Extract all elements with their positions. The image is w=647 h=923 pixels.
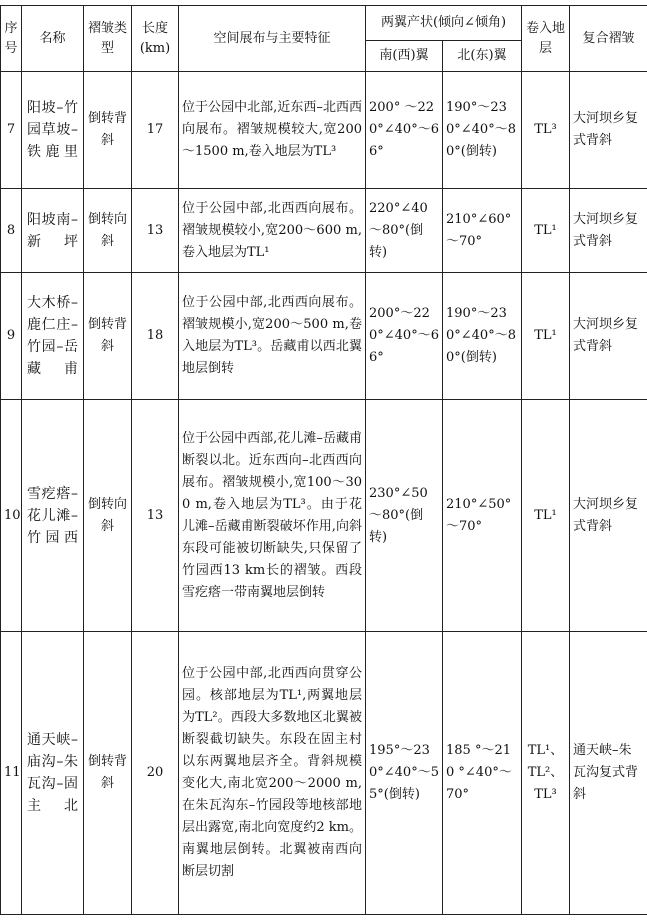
row-type: 倒转向斜 xyxy=(84,189,132,273)
row-type: 倒转背斜 xyxy=(84,632,132,915)
row-south-limb: 195°～230°∠40°～55°(倒转) xyxy=(366,632,443,915)
table-row xyxy=(1,400,647,632)
row-name: 阳坡南–新坪 xyxy=(22,189,84,273)
row-feature: 位于公园中北部,近东西–北西西向展布。褶皱规模较大,宽200～1500 m,卷入地层为TL³ xyxy=(179,72,366,189)
header-no: 序号 xyxy=(1,6,22,72)
header-south-limb: 南(西)翼 xyxy=(366,41,443,72)
table-row xyxy=(1,273,647,400)
header-name: 名称 xyxy=(22,6,84,72)
header-feature: 空间展布与主要特征 xyxy=(179,6,366,72)
table-row xyxy=(1,632,647,915)
row-feature: 位于公园中部,北西西向展布。褶皱规模小,宽200～500 m,卷入地层为TL³。岳藏甫以西北翼地层倒转 xyxy=(179,273,366,400)
row-length: 17 xyxy=(132,72,179,189)
row-feature: 位于公园中西部,花儿滩–岳藏甫断裂以北。近东西向–北西西向展布。褶皱规模小,宽100～300 m,卷入地层为TL³。由于花儿滩–岳藏甫断裂破坏作用,向斜东段可能被切断缺失,只保留了竹园西13 km长的褶皱。西段雪疙瘩一带南翼地层倒转 xyxy=(179,400,366,632)
row-north-limb: 190°～230°∠40°～80°(倒转) xyxy=(443,72,522,189)
row-name: 大木桥–鹿仁庄–竹园–岳藏甫 xyxy=(22,273,84,400)
row-south-limb: 220°∠40～80°(倒转) xyxy=(366,189,443,273)
row-feature: 位于公园中部,北西西向贯穿公园。核部地层为TL¹,两翼地层为TL²。西段大多数地区北翼被断裂截切缺失。东段在固主村以东两翼地层齐全。背斜规模变化大,南北宽200～2000 m,在朱瓦沟东–竹园段等地核部地层出露宽,南北向宽度约2 km。南翼地层倒转。北翼被南西向断层切割 xyxy=(179,632,366,915)
row-no: 9 xyxy=(1,273,22,400)
header-type: 褶皱类型 xyxy=(84,6,132,72)
row-south-limb: 200°～220°∠40°～66° xyxy=(366,273,443,400)
header-limbs: 两翼产状(倾向∠倾角) xyxy=(366,6,522,41)
row-composite: 大河坝乡复式背斜 xyxy=(570,72,647,189)
row-composite: 大河坝乡复式背斜 xyxy=(570,400,647,632)
row-strata: TL¹ xyxy=(522,189,570,273)
row-length: 20 xyxy=(132,632,179,915)
row-composite: 通天峡–朱瓦沟复式背斜 xyxy=(570,632,647,915)
row-no: 8 xyxy=(1,189,22,273)
row-strata: TL¹、TL²、TL³ xyxy=(522,632,570,915)
row-strata: TL¹ xyxy=(522,400,570,632)
row-no: 7 xyxy=(1,72,22,189)
row-type: 倒转背斜 xyxy=(84,273,132,400)
row-length: 13 xyxy=(132,189,179,273)
row-name: 阳坡–竹园草坡–铁鹿里 xyxy=(22,72,84,189)
row-length: 13 xyxy=(132,400,179,632)
row-length: 18 xyxy=(132,273,179,400)
row-north-limb: 210°∠60°～70° xyxy=(443,189,522,273)
row-north-limb: 210°∠50°～70° xyxy=(443,400,522,632)
row-name: 通天峡–庙沟–朱瓦沟–固主北 xyxy=(22,632,84,915)
header-composite: 复合褶皱 xyxy=(570,6,647,72)
row-south-limb: 230°∠50～80°(倒转) xyxy=(366,400,443,632)
row-feature: 位于公园中部,北西西向展布。褶皱规模较小,宽200～600 m,卷入地层为TL¹ xyxy=(179,189,366,273)
row-type: 倒转背斜 xyxy=(84,72,132,189)
row-composite: 大河坝乡复式背斜 xyxy=(570,189,647,273)
header-north-limb: 北(东)翼 xyxy=(443,41,522,72)
row-no: 10 xyxy=(1,400,22,632)
fold-table xyxy=(0,5,647,915)
table-row xyxy=(1,72,647,189)
row-north-limb: 185 °～210 °∠40°～70° xyxy=(443,632,522,915)
row-south-limb: 200° ～220°∠40°～66° xyxy=(366,72,443,189)
row-name: 雪疙瘩–花儿滩–竹园西 xyxy=(22,400,84,632)
row-no: 11 xyxy=(1,632,22,915)
row-strata: TL³ xyxy=(522,72,570,189)
table-row xyxy=(1,189,647,273)
header-length: 长度(km) xyxy=(132,6,179,72)
row-north-limb: 190°～230°∠40°～80°(倒转) xyxy=(443,273,522,400)
row-type: 倒转向斜 xyxy=(84,400,132,632)
row-composite: 大河坝乡复式背斜 xyxy=(570,273,647,400)
row-strata: TL¹ xyxy=(522,273,570,400)
header-strata: 卷入地层 xyxy=(522,6,570,72)
